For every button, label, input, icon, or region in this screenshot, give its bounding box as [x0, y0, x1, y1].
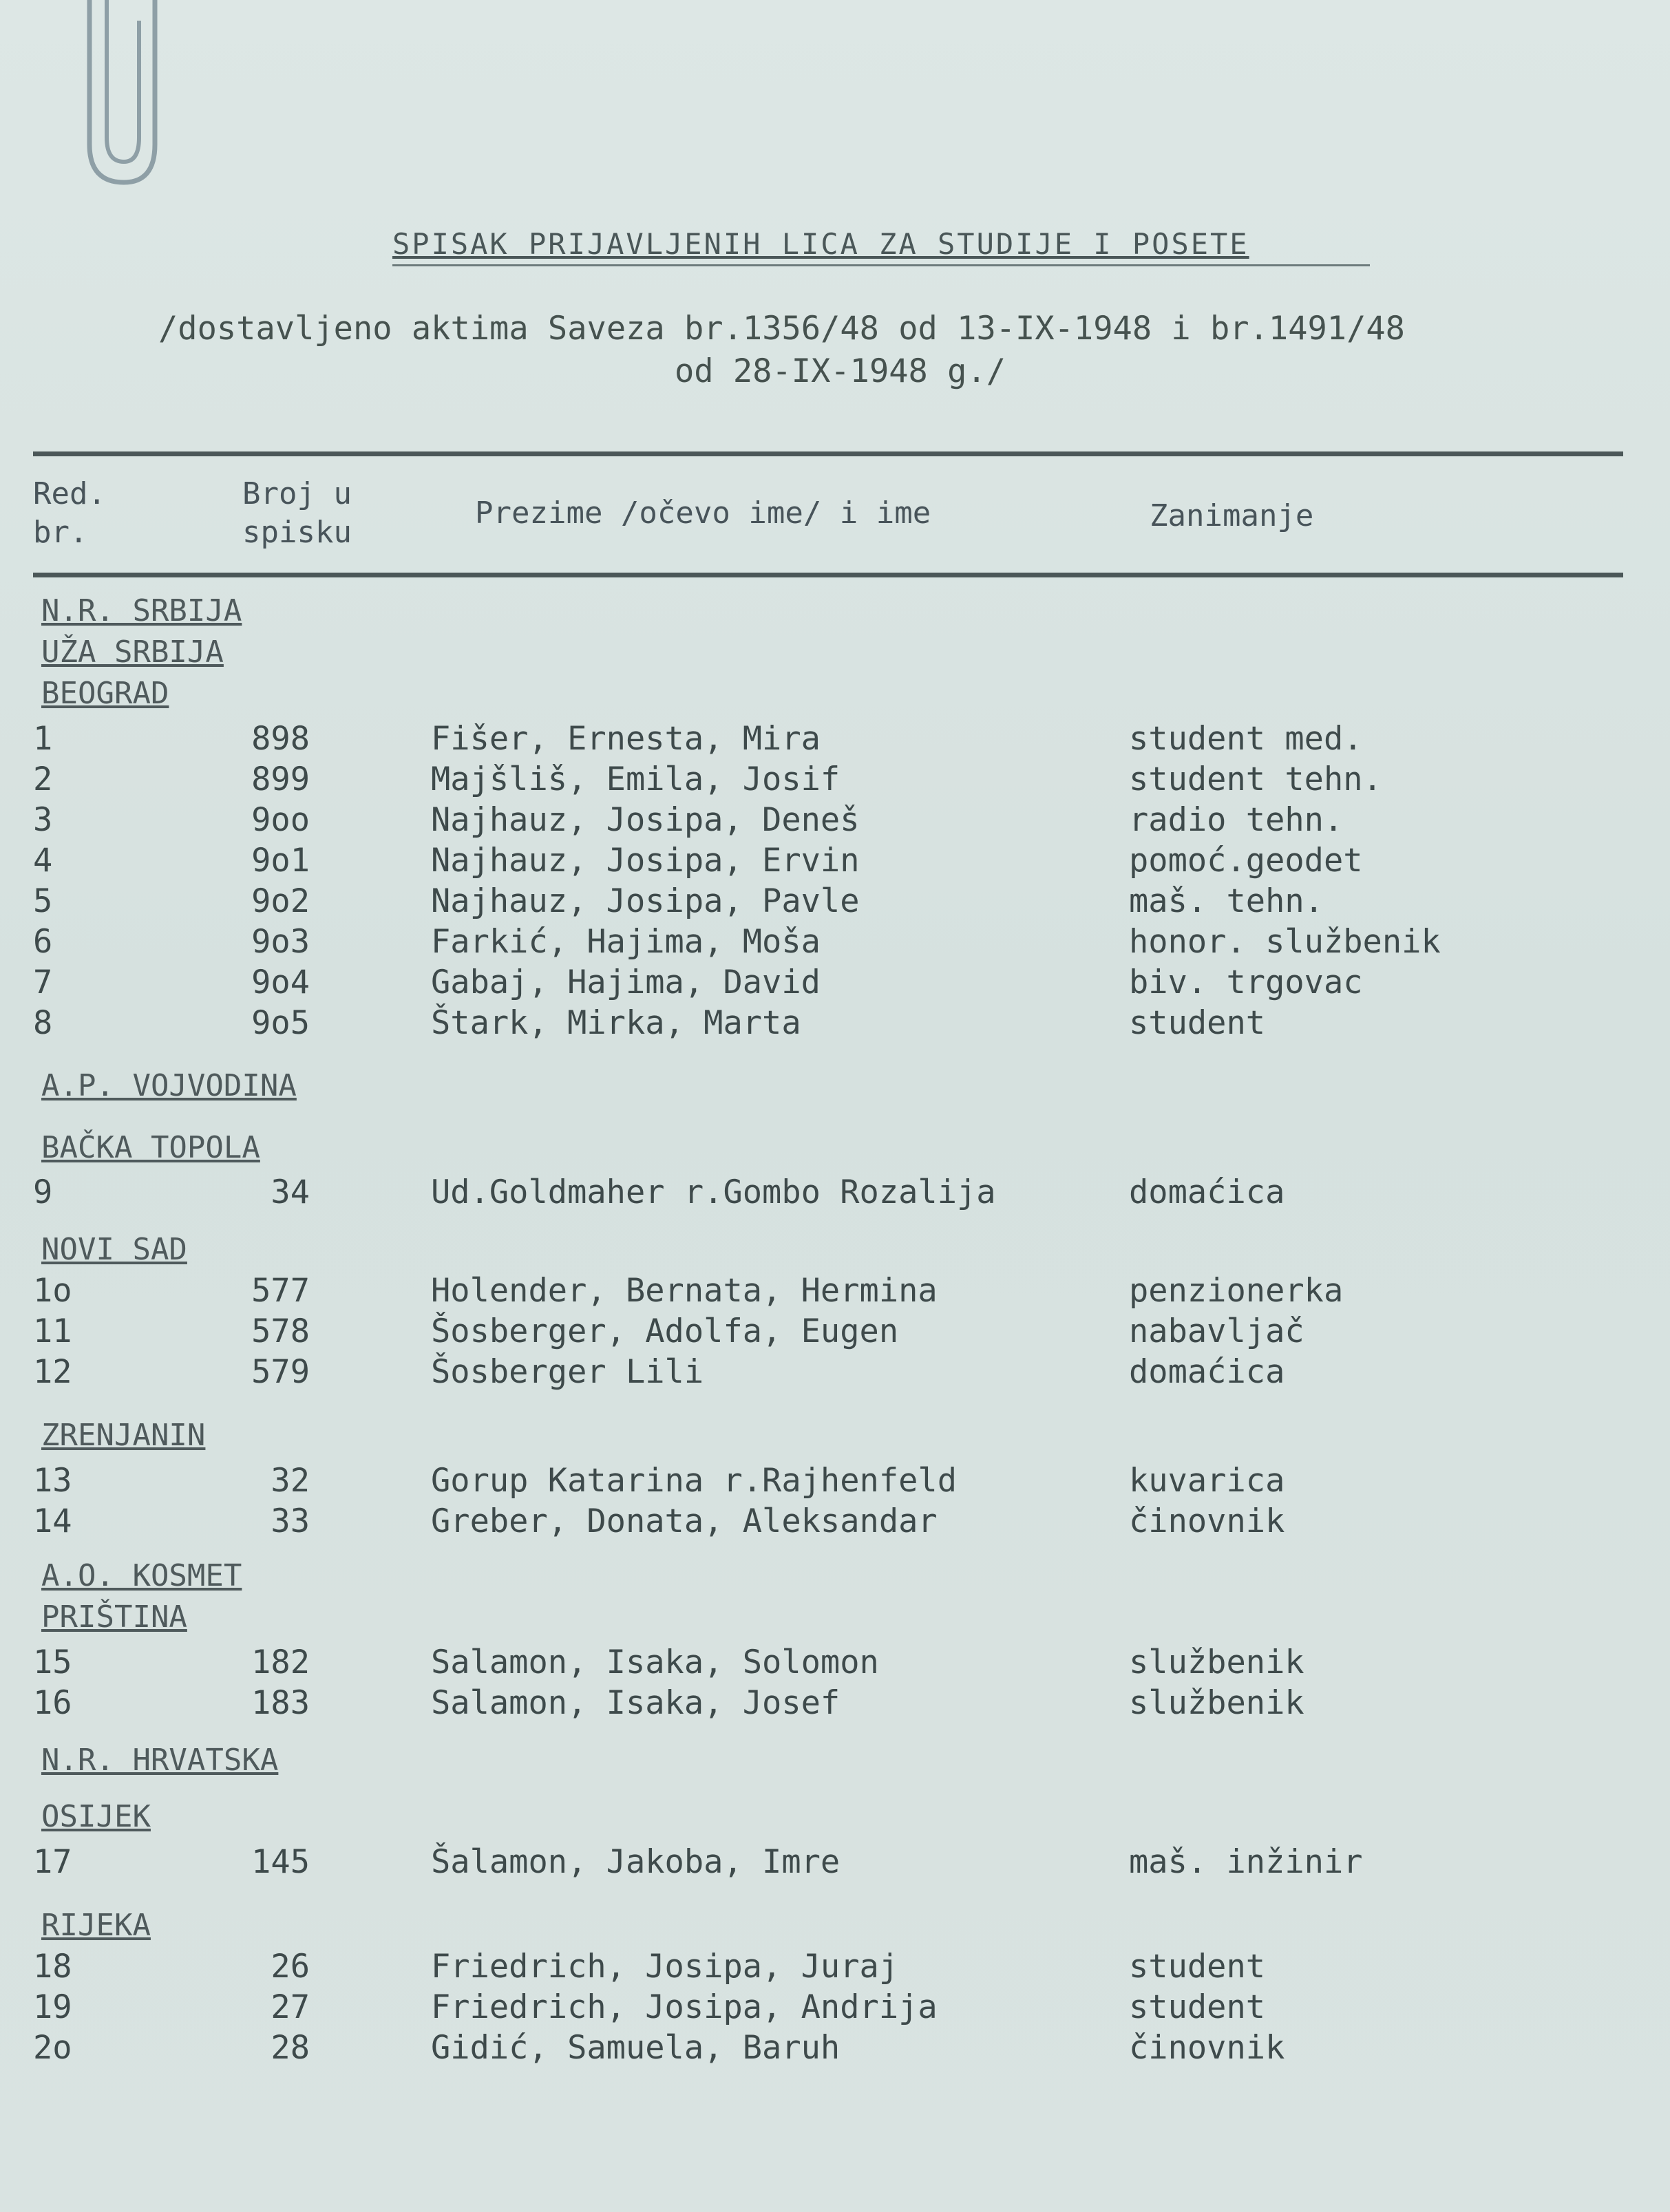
- occupation: student tehn.: [1129, 761, 1382, 798]
- person-name: Najhauz, Josipa, Ervin: [431, 842, 860, 880]
- row-number: 17: [33, 1843, 72, 1881]
- header-name: Prezime /očevo ime/ i ime: [475, 496, 931, 531]
- list-number: 9oo: [251, 801, 310, 839]
- occupation: biv. trgovac: [1129, 964, 1363, 1001]
- list-number: 899: [251, 761, 310, 798]
- section-heading: OSIJEK: [41, 1799, 151, 1834]
- list-number: 9o2: [251, 882, 310, 920]
- person-name: Majšliš, Emila, Josif: [431, 761, 841, 798]
- person-name: Najhauz, Josipa, Pavle: [431, 882, 860, 920]
- list-number: 145: [251, 1843, 310, 1881]
- header-bottom-rule: [33, 573, 1623, 577]
- occupation: nabavljač: [1129, 1312, 1304, 1350]
- header-top-rule: [33, 451, 1623, 456]
- occupation: maš. inžinir: [1129, 1843, 1363, 1881]
- list-number: 32: [271, 1462, 310, 1500]
- occupation: honor. službenik: [1129, 923, 1441, 961]
- person-name: Farkić, Hajima, Moša: [431, 923, 821, 961]
- occupation: službenik: [1129, 1644, 1304, 1681]
- table-row: [0, 720, 1670, 761]
- table-row: [0, 1843, 1670, 1884]
- table-row: [0, 1312, 1670, 1354]
- table-row: [0, 1173, 1670, 1215]
- person-name: Šosberger, Adolfa, Eugen: [431, 1312, 899, 1350]
- person-name: Greber, Donata, Aleksandar: [431, 1502, 938, 1540]
- occupation: penzionerka: [1129, 1272, 1344, 1310]
- list-number: 26: [271, 1948, 310, 1986]
- list-number: 33: [271, 1502, 310, 1540]
- table-row: [0, 1272, 1670, 1313]
- header-occupation: Zanimanje: [1150, 498, 1314, 533]
- section-heading: BAČKA TOPOLA: [41, 1130, 260, 1165]
- table-row: [0, 761, 1670, 802]
- document-title: SPISAK PRIJAVLJENIH LICA ZA STUDIJE I POSETE: [392, 227, 1249, 261]
- list-number: 577: [251, 1272, 310, 1310]
- occupation: radio tehn.: [1129, 801, 1344, 839]
- section-heading: A.O. KOSMET: [41, 1558, 242, 1593]
- occupation: domaćica: [1129, 1353, 1285, 1391]
- occupation: student: [1129, 1004, 1266, 1042]
- header-red-br: Red. br.: [33, 476, 106, 550]
- person-name: Friedrich, Josipa, Juraj: [431, 1948, 899, 1986]
- section-heading: A.P. VOJVODINA: [41, 1068, 297, 1103]
- table-row: [0, 964, 1670, 1005]
- row-number: 14: [33, 1502, 72, 1540]
- person-name: Ud.Goldmaher r.Gombo Rozalija: [431, 1173, 996, 1211]
- table-row: [0, 1644, 1670, 1685]
- list-number: 183: [251, 1684, 310, 1722]
- occupation: student med.: [1129, 720, 1363, 758]
- table-row: [0, 1462, 1670, 1503]
- title-underline: [392, 264, 1370, 266]
- table-row: [0, 1684, 1670, 1725]
- section-heading: RIJEKA: [41, 1908, 151, 1943]
- row-number: 13: [33, 1462, 72, 1500]
- person-name: Gabaj, Hajima, David: [431, 964, 821, 1001]
- occupation: činovnik: [1129, 1502, 1285, 1540]
- table-row: [0, 923, 1670, 964]
- section-heading: NOVI SAD: [41, 1232, 187, 1267]
- list-number: 28: [271, 2029, 310, 2067]
- occupation: činovnik: [1129, 2029, 1285, 2067]
- table-row: [0, 1948, 1670, 1989]
- row-number: 7: [33, 964, 53, 1001]
- row-number: 12: [33, 1353, 72, 1391]
- list-number: 9o5: [251, 1004, 310, 1042]
- list-number: 578: [251, 1312, 310, 1350]
- row-number: 11: [33, 1312, 72, 1350]
- row-number: 2: [33, 761, 53, 798]
- subtitle-line-1: /dostavljeno aktima Saveza br.1356/48 od 13-IX-1948 i br.1491/48: [158, 310, 1405, 348]
- person-name: Šosberger Lili: [431, 1353, 704, 1391]
- table-row: [0, 1988, 1670, 2030]
- table-row: [0, 1502, 1670, 1544]
- row-number: 19: [33, 1988, 72, 2026]
- table-row: [0, 1353, 1670, 1394]
- person-name: Holender, Bernata, Hermina: [431, 1272, 938, 1310]
- table-row: [0, 882, 1670, 924]
- person-name: Salamon, Isaka, Josef: [431, 1684, 841, 1722]
- row-number: 4: [33, 842, 53, 880]
- row-number: 1: [33, 720, 53, 758]
- list-number: 579: [251, 1353, 310, 1391]
- header-broj-u-spisku: Broj u spisku: [242, 476, 352, 550]
- subtitle-line-2: od 28-IX-1948 g./: [675, 352, 1006, 390]
- occupation: student: [1129, 1948, 1266, 1986]
- occupation: pomoć.geodet: [1129, 842, 1363, 880]
- person-name: Fišer, Ernesta, Mira: [431, 720, 821, 758]
- list-number: 34: [271, 1173, 310, 1211]
- row-number: 9: [33, 1173, 53, 1211]
- section-heading: UŽA SRBIJA: [41, 635, 224, 670]
- section-heading: ZRENJANIN: [41, 1418, 206, 1453]
- section-heading: BEOGRAD: [41, 676, 169, 711]
- list-number: 9o1: [251, 842, 310, 880]
- row-number: 5: [33, 882, 53, 920]
- person-name: Gorup Katarina r.Rajhenfeld: [431, 1462, 958, 1500]
- row-number: 18: [33, 1948, 72, 1986]
- row-number: 8: [33, 1004, 53, 1042]
- row-number: 2o: [33, 2029, 72, 2067]
- person-name: Šalamon, Jakoba, Imre: [431, 1843, 841, 1881]
- section-heading: N.R. HRVATSKA: [41, 1743, 279, 1778]
- table-row: [0, 2029, 1670, 2070]
- section-heading: N.R. SRBIJA: [41, 593, 242, 628]
- row-number: 1o: [33, 1272, 72, 1310]
- occupation: kuvarica: [1129, 1462, 1285, 1500]
- list-number: 9o4: [251, 964, 310, 1001]
- person-name: Najhauz, Josipa, Deneš: [431, 801, 860, 839]
- occupation: student: [1129, 1988, 1266, 2026]
- occupation: maš. tehn.: [1129, 882, 1324, 920]
- occupation: domaćica: [1129, 1173, 1285, 1211]
- person-name: Salamon, Isaka, Solomon: [431, 1644, 879, 1681]
- list-number: 27: [271, 1988, 310, 2026]
- table-row: [0, 801, 1670, 842]
- list-number: 182: [251, 1644, 310, 1681]
- row-number: 16: [33, 1684, 72, 1722]
- person-name: Friedrich, Josipa, Andrija: [431, 1988, 938, 2026]
- row-number: 6: [33, 923, 53, 961]
- row-number: 15: [33, 1644, 72, 1681]
- person-name: Gidić, Samuela, Baruh: [431, 2029, 841, 2067]
- section-heading: PRIŠTINA: [41, 1599, 187, 1635]
- row-number: 3: [33, 801, 53, 839]
- paper-clip-icon: [62, 0, 165, 193]
- occupation: službenik: [1129, 1684, 1304, 1722]
- table-row: [0, 842, 1670, 883]
- list-number: 9o3: [251, 923, 310, 961]
- list-number: 898: [251, 720, 310, 758]
- table-row: [0, 1004, 1670, 1045]
- person-name: Štark, Mirka, Marta: [431, 1004, 801, 1042]
